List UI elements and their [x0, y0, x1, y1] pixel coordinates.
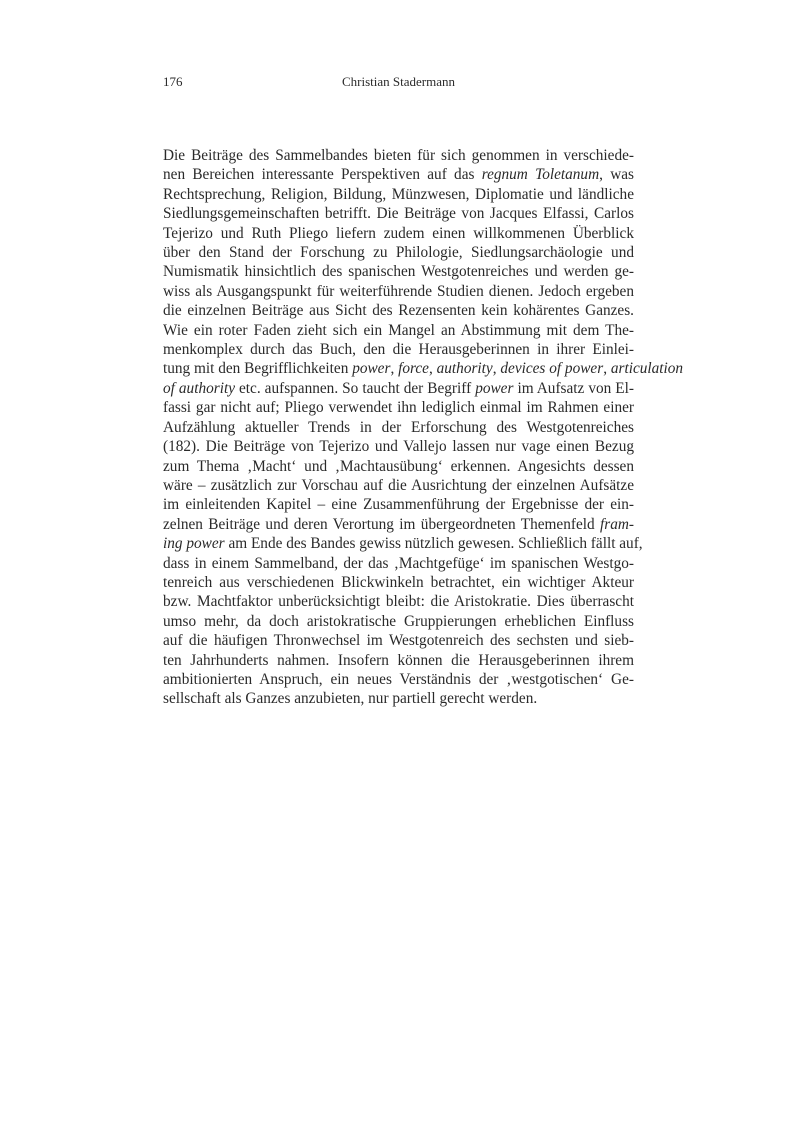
text-segment: Siedlungsgemeinschaften betrifft. Die Beiträge von Jacques Elfassi, Carlos	[163, 205, 634, 223]
text-line	[163, 476, 634, 495]
body-paragraph	[163, 146, 684, 709]
text-segment: über den Stand der Forschung zu Philologie, Siedlungsarchäologie und	[163, 244, 634, 262]
text-line	[163, 418, 634, 437]
running-title: Christian Stadermann	[341, 74, 455, 89]
text-segment: tung mit den Begrifflichkeiten	[163, 360, 353, 378]
text-line	[163, 282, 634, 301]
text-line	[163, 185, 634, 204]
text-segment: ,	[390, 360, 399, 378]
text-segment: Rechtsprechung, Religion, Bildung, Münzwesen, Diplomatie und ländliche	[163, 185, 634, 203]
text-line	[163, 262, 634, 281]
italic-term: power	[352, 360, 391, 378]
text-segment: tenreich aus verschiedenen Blickwinkeln betrachtet, ein wichtiger Akteur	[163, 573, 634, 591]
text-segment: zum Thema ‚Macht‘ und ‚Machtausübung‘ erkennen. Angesichts dessen	[163, 457, 634, 475]
text-line	[163, 457, 634, 476]
text-line	[163, 204, 634, 223]
text-line	[163, 631, 634, 650]
text-segment: fassi gar nicht auf; Pliego verwendet ihn lediglich einmal im Rahmen einer	[163, 399, 634, 417]
text-line	[163, 651, 634, 670]
text-segment: ,	[492, 360, 501, 378]
text-line	[163, 379, 634, 398]
text-line	[163, 534, 643, 553]
text-segment: Die Beiträge des Sammelbandes bieten für sich genommen in verschiede-	[163, 147, 634, 164]
text-segment: ambitionierten Anspruch, ein neues Verständnis der ‚westgotischen‘ Ge-	[163, 670, 634, 688]
italic-term: devices of power	[500, 360, 604, 378]
text-segment: zelnen Beiträge und deren Verortung im übergeordneten Themenfeld	[163, 515, 600, 533]
page-number: 176	[163, 74, 183, 89]
text-segment: Aufzählung aktueller Trends in der Erforschung des Westgotenreiches	[163, 418, 634, 436]
italic-term: power	[475, 379, 514, 397]
italic-term: regnum Toletanum	[481, 166, 600, 184]
italic-term: force	[398, 360, 429, 378]
text-segment: umso mehr, da doch aristokratische Gruppierungen erheblichen Einfluss	[163, 612, 634, 630]
text-segment: ten Jahrhunderts nahmen. Insofern können die Herausgeberinnen ihrem	[163, 651, 634, 669]
italic-term: fram-	[600, 515, 634, 533]
text-line	[163, 301, 634, 320]
text-line	[163, 592, 634, 611]
text-line	[163, 689, 634, 708]
text-line	[163, 359, 684, 378]
italic-term: ing power	[163, 535, 225, 553]
text-line	[163, 495, 634, 514]
text-segment: ,	[428, 360, 437, 378]
text-line	[163, 243, 634, 262]
italic-term: authority	[436, 360, 493, 378]
text-segment: Wie ein roter Faden zieht sich ein Mangel an Abstimmung mit dem The-	[163, 321, 634, 339]
text-segment: bzw. Machtfaktor unberücksichtigt bleibt: die Aristokratie. Dies überrascht	[163, 593, 634, 611]
text-segment: , was	[599, 166, 634, 184]
text-line	[163, 515, 634, 534]
text-line	[163, 573, 634, 592]
text-segment: etc. aufspannen. So taucht der Begriff	[235, 379, 476, 397]
text-segment: im einleitenden Kapitel – eine Zusammenführung der Ergebnisse der ein-	[163, 496, 634, 514]
text-segment: am Ende des Bandes gewiss nützlich gewesen. Schließlich fällt auf,	[224, 535, 643, 553]
text-segment: auf die häufigen Thronwechsel im Westgotenreich des sechsten und sieb-	[163, 632, 634, 650]
text-line	[163, 165, 634, 184]
text-line	[163, 437, 634, 456]
page-header	[163, 74, 634, 94]
text-line	[163, 224, 634, 243]
italic-term: articulation	[610, 360, 684, 378]
text-line	[163, 321, 634, 340]
text-segment: Tejerizo und Ruth Pliego liefern zudem einen willkommenen Überblick	[163, 224, 634, 242]
text-line	[163, 340, 634, 359]
text-segment: wäre – zusätzlich zur Vorschau auf die Ausrichtung der einzelnen Aufsätze	[163, 476, 634, 494]
text-segment: ,	[603, 360, 611, 378]
text-segment: wiss als Ausgangspunkt für weiterführende Studien dienen. Jedoch ergeben	[163, 282, 634, 300]
text-segment: nen Bereichen interessante Perspektiven auf das	[163, 166, 482, 184]
italic-term: of authority	[163, 379, 235, 397]
text-segment: (182). Die Beiträge von Tejerizo und Vallejo lassen nur vage einen Bezug	[163, 438, 634, 456]
text-line	[163, 398, 634, 417]
text-segment: dass in einem Sammelband, der das ‚Machtgefüge‘ im spanischen Westgo-	[163, 554, 634, 572]
text-segment: Numismatik hinsichtlich des spanischen Westgotenreiches und werden ge-	[163, 263, 634, 281]
text-line	[163, 146, 634, 165]
text-segment: die einzelnen Beiträge aus Sicht des Rezensenten kein kohärentes Ganzes.	[163, 302, 634, 320]
text-line	[163, 670, 634, 689]
text-line	[163, 554, 634, 573]
text-segment: im Aufsatz von El-	[513, 379, 634, 397]
text-segment: menkomplex durch das Buch, den die Herausgeberinnen in ihrer Einlei-	[163, 341, 634, 359]
text-segment: sellschaft als Ganzes anzubieten, nur partiell gerecht werden.	[163, 690, 538, 708]
text-line	[163, 612, 634, 631]
